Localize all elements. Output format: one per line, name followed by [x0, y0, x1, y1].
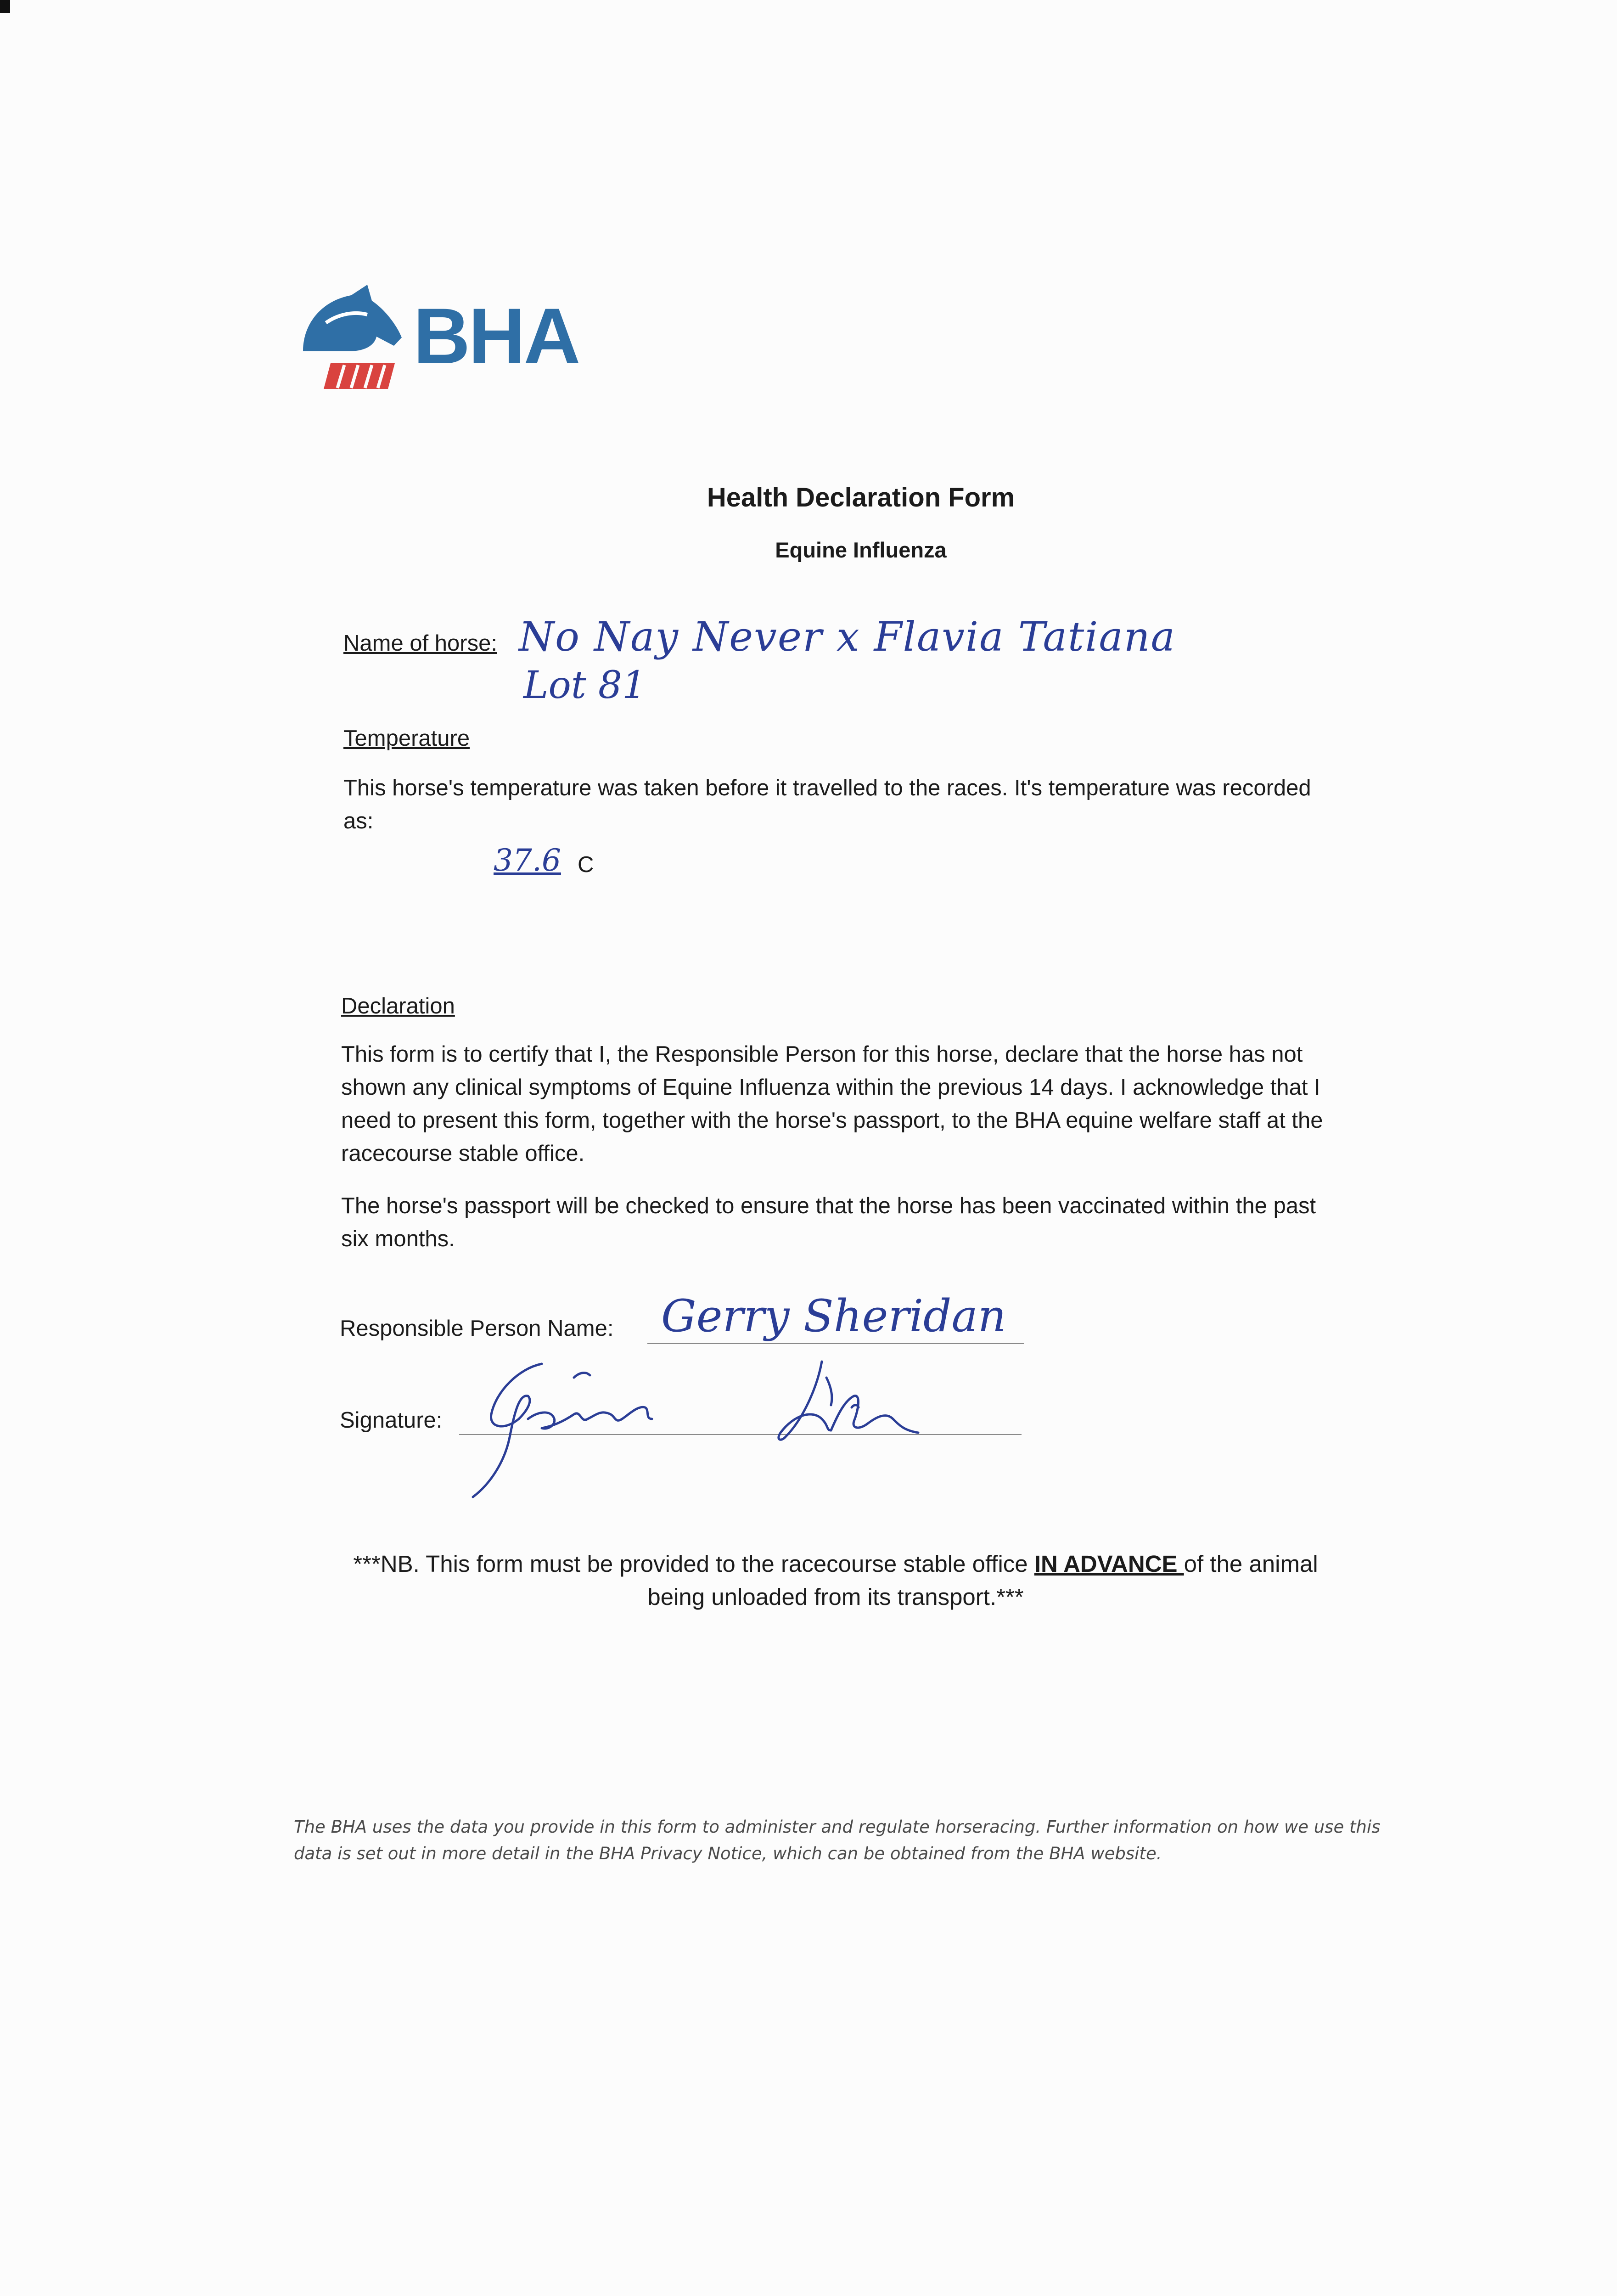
advance-notice: [349, 1548, 1322, 1614]
lot-handwritten: Lot 81: [523, 664, 646, 707]
temperature-unit: C: [578, 852, 594, 877]
horse-head-icon: [294, 282, 409, 390]
form-subtitle: Equine Influenza: [775, 538, 947, 562]
notice-suffix: of the animal being unloaded from its transport.***: [647, 1551, 1318, 1610]
bha-logo: [294, 282, 588, 390]
declaration-paragraph-2: The horse's passport will be checked to ensure that the horse has been vaccinated within the past six months.: [341, 1193, 1316, 1251]
notice-emphasis: IN ADVANCE: [1034, 1551, 1184, 1577]
horse-name-handwritten: No Nay Never x Flavia Tatiana: [519, 613, 1176, 660]
signature-label: Signature:: [340, 1408, 443, 1433]
notice-prefix: ***NB. This form must be provided to the racecourse stable office: [353, 1551, 1034, 1577]
name-line: [647, 1343, 1024, 1344]
scan-edge-mark: [0, 0, 10, 13]
horse-name-label: Name of horse:: [343, 631, 497, 656]
responsible-name-handwritten: Gerry Sheridan: [661, 1290, 1006, 1342]
temperature-heading: Temperature: [343, 726, 470, 751]
privacy-footer: The BHA uses the data you provide in this form to administer and regulate horseracing. Further information on how we use this data is set out in more detail in the BHA Privacy Notice, which can be obtained from the BHA website.: [294, 1817, 1381, 1863]
declaration-paragraph-1: This form is to certify that I, the Responsible Person for this horse, declare that the horse has not shown any clinical symptoms of Equine Influenza within the previous 14 days. I acknowledge that I need to present this form, together with the horse's passport, to the BHA equine welfare staff at the racecourse stable office.: [341, 1042, 1323, 1166]
temperature-value-handwritten: 37.6: [494, 843, 561, 878]
signature-scribble: [464, 1350, 950, 1502]
bha-wordmark: BHA: [413, 292, 579, 380]
temperature-text: This horse's temperature was taken before it travelled to the races. It's temperature was recorded as:: [343, 776, 1311, 833]
declaration-heading: Declaration: [341, 994, 455, 1019]
responsible-name-label: Responsible Person Name:: [340, 1316, 614, 1341]
form-title: Health Declaration Form: [707, 483, 1015, 512]
